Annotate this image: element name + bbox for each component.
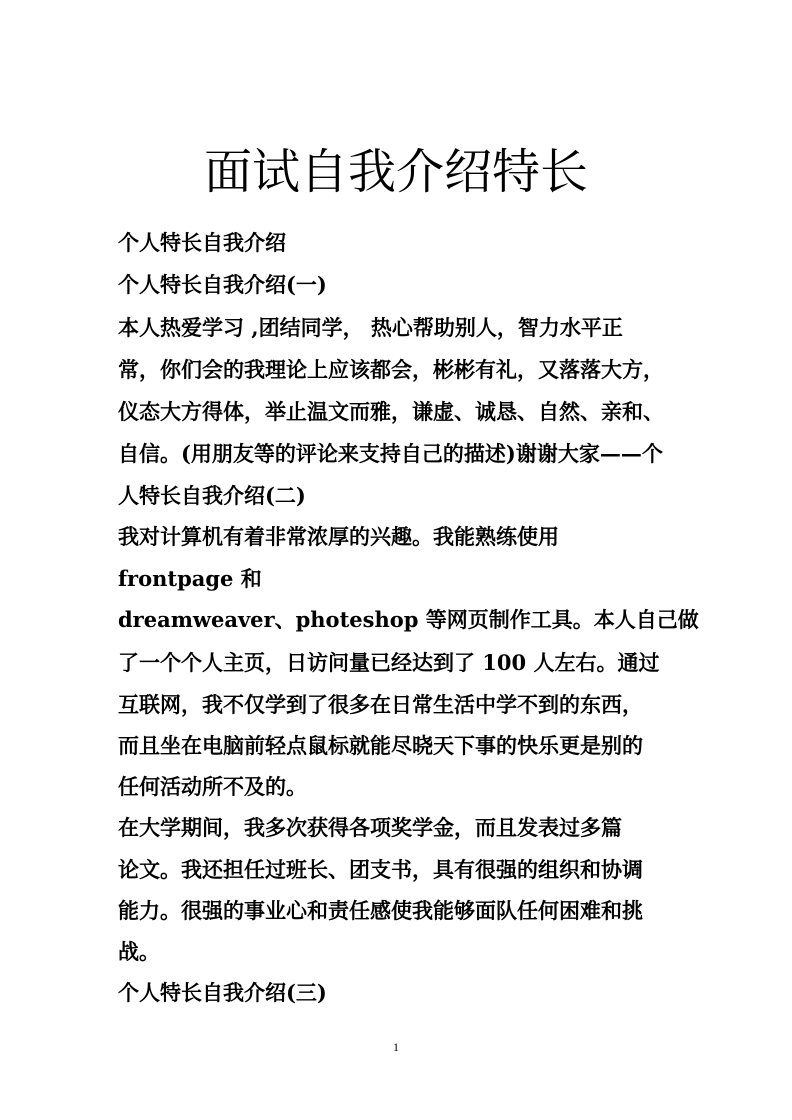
document-title: 面试自我介绍特长 — [203, 144, 588, 200]
paragraph-line: 本人热爱学习 ,团结同学， 热心帮助别人，智力水平正 — [118, 315, 623, 340]
paragraph-line: 常，你们会的我理论上应该都会，彬彬有礼，又落落大方， — [118, 357, 664, 382]
paragraph-line: 能力。很强的事业心和责任感使我能够面队任何困难和挑 — [118, 898, 643, 923]
paragraph-line: 仪态大方得体，举止温文而雅，谦虚、诚恳、自然、亲和、 — [118, 399, 664, 424]
paragraph-line: 自信。(用朋友等的评论来支持自己的描述)谢谢大家——个 — [118, 441, 663, 466]
heading-personal-skills: 个人特长自我介绍 — [118, 230, 286, 255]
paragraph-line: 而且坐在电脑前轻点鼠标就能尽晓天下事的快乐更是别的 — [118, 733, 643, 758]
section-heading-one: 个人特长自我介绍(一) — [118, 272, 327, 297]
paragraph-line: frontpage 和 — [118, 566, 262, 591]
page-number: 1 — [393, 1040, 399, 1054]
section-heading-three: 个人特长自我介绍(三) — [118, 980, 327, 1005]
paragraph-line: 战。 — [118, 939, 160, 964]
paragraph-line: 我对计算机有着非常浓厚的兴趣。我能熟练使用 — [118, 524, 559, 549]
paragraph-line: 互联网，我不仅学到了很多在日常生活中学不到的东西， — [118, 692, 643, 717]
paragraph-line: 在大学期间，我多次获得各项奖学金，而且发表过多篇 — [118, 815, 622, 840]
paragraph-line: dreamweaver、photeshop 等网页制作工具。本人自己做 — [118, 607, 699, 632]
paragraph-line: 了一个个人主页，日访问量已经达到了 100 人左右。通过 — [118, 650, 660, 675]
paragraph-line: 任何活动所不及的。 — [118, 774, 307, 799]
paragraph-line: 论文。我还担任过班长、团支书，具有很强的组织和协调 — [118, 857, 643, 882]
section-heading-two: 人特长自我介绍(二) — [118, 483, 306, 508]
